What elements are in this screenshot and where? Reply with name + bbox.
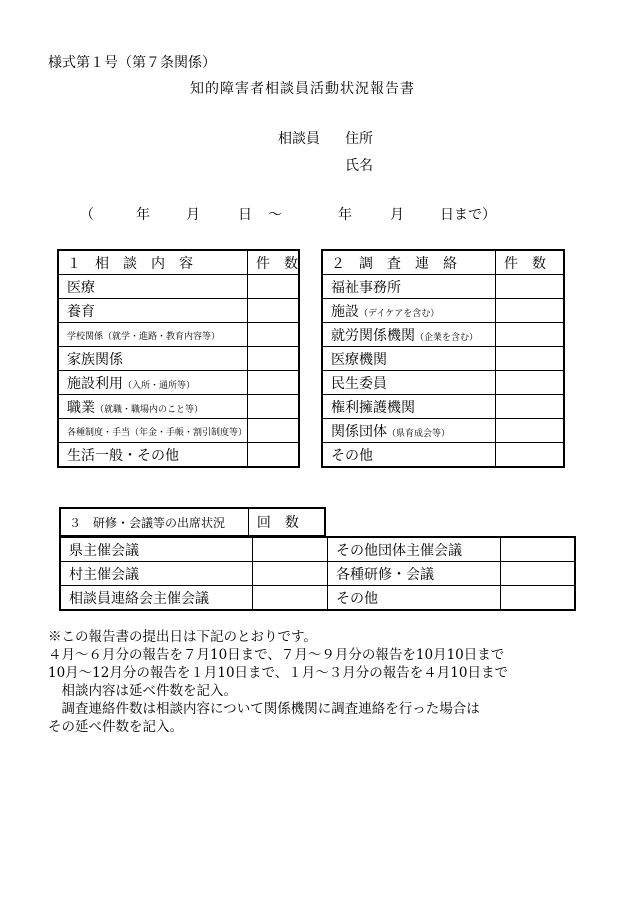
count-cell[interactable]	[248, 299, 300, 323]
count-cell[interactable]	[496, 395, 565, 419]
count-cell[interactable]	[248, 275, 300, 299]
count-cell[interactable]	[496, 275, 565, 299]
table-row	[322, 323, 564, 347]
table-row	[322, 395, 564, 419]
row-label: 村主催会議	[60, 562, 253, 586]
row-label: 家族関係	[67, 351, 123, 368]
row-note: （デイケアを含む）	[359, 308, 440, 319]
name-label: 氏名	[345, 158, 373, 174]
table-row	[322, 347, 564, 371]
row-label: 県主催会議	[60, 537, 253, 562]
count-cell[interactable]	[501, 586, 576, 611]
period-month-start: 月	[186, 207, 200, 223]
row-label: その他	[331, 447, 373, 464]
count-cell[interactable]	[496, 347, 565, 371]
count-header: 件 数	[496, 250, 565, 275]
row-label: 民生委員	[331, 375, 387, 392]
table-row	[58, 347, 299, 371]
count-cell[interactable]	[248, 323, 300, 347]
table-row	[58, 299, 299, 323]
table-row	[58, 275, 299, 299]
row-label: 各種制度・手当	[67, 427, 131, 438]
count-cell[interactable]	[248, 371, 300, 395]
count-cell[interactable]	[253, 537, 328, 562]
table-row	[322, 299, 564, 323]
count-cell[interactable]	[496, 419, 565, 443]
period-day-start: 日	[238, 207, 252, 223]
table-row	[322, 371, 564, 395]
table-header-row	[58, 250, 299, 275]
row-label: 施設利用	[67, 375, 123, 392]
notes	[48, 628, 608, 736]
reporting-period	[80, 204, 496, 224]
table-header-row	[60, 508, 325, 536]
count-cell[interactable]	[248, 419, 300, 443]
times-header: 回 数	[248, 508, 325, 536]
period-year-start: 年	[136, 207, 150, 223]
table-row	[58, 443, 299, 468]
row-label: 相談員連絡会主催会議	[60, 586, 253, 611]
note-line: ４月～６月分の報告を７月10日まで、７月～９月分の報告を10月10日まで	[48, 647, 505, 663]
count-cell[interactable]	[496, 443, 565, 468]
count-cell[interactable]	[501, 562, 576, 586]
row-note: （県育成会等）	[387, 428, 451, 439]
row-label: 生活一般・その他	[67, 447, 179, 464]
table-row	[322, 275, 564, 299]
table-row	[60, 562, 575, 586]
form-number: 様式第１号（第７条関係）	[48, 55, 216, 71]
count-cell[interactable]	[248, 443, 300, 468]
row-label: その他団体主催会議	[328, 537, 501, 562]
table-row	[60, 586, 575, 611]
page-title: 知的障害者相談員活動状況報告書	[190, 81, 415, 97]
row-note: （企業を含む）	[415, 332, 479, 343]
row-label: 関係団体	[331, 423, 387, 440]
row-label: 学校関係	[67, 331, 104, 342]
investigation-header: ２ 調 査 連 絡	[322, 250, 496, 275]
count-cell[interactable]	[496, 299, 565, 323]
table-row	[58, 323, 299, 347]
consultation-header: １ 相 談 内 容	[58, 250, 248, 275]
row-label: 医療機関	[331, 351, 387, 368]
meeting-table-header	[59, 507, 326, 537]
row-label: 各種研修・会議	[328, 562, 501, 586]
row-label: 施設	[331, 303, 359, 320]
period-until: 日まで）	[440, 207, 496, 223]
note-line: 相談内容は延べ件数を記入。	[48, 683, 237, 699]
count-cell[interactable]	[496, 371, 565, 395]
row-label: 職業	[67, 399, 95, 416]
table-row	[58, 395, 299, 419]
row-label: 就労関係機関	[331, 327, 415, 344]
consultation-table	[57, 249, 300, 468]
meeting-header: ３ 研修・会議等の出席状況	[60, 508, 248, 536]
table-row	[58, 371, 299, 395]
count-cell[interactable]	[496, 323, 565, 347]
period-tilde: ～	[268, 207, 282, 223]
count-cell[interactable]	[248, 347, 300, 371]
row-note: （入所・通所等）	[123, 380, 196, 391]
note-line: 10月～12月分の報告を１月10日まで、１月～３月分の報告を４月10日まで	[48, 665, 508, 681]
table-row	[322, 419, 564, 443]
row-note: （就職・職場内のこと等）	[95, 404, 204, 415]
count-cell[interactable]	[253, 562, 328, 586]
table-row	[60, 537, 575, 562]
meeting-table	[59, 536, 576, 611]
count-cell[interactable]	[253, 586, 328, 611]
address-label: 住所	[345, 131, 373, 147]
note-line: その延べ件数を記入。	[48, 719, 183, 735]
table-row	[58, 419, 299, 443]
period-year-end: 年	[338, 207, 352, 223]
note-line: 調査連絡件数は相談内容について関係機関に調査連絡を行った場合は	[48, 701, 480, 717]
row-label: 医療	[67, 279, 95, 296]
investigation-table	[321, 249, 565, 468]
table-row	[322, 443, 564, 468]
count-cell[interactable]	[501, 537, 576, 562]
row-label: 福祉事務所	[331, 279, 401, 296]
row-note: （年金・手帳・割引制度等）	[130, 427, 248, 438]
period-month-end: 月	[390, 207, 404, 223]
period-open: （	[80, 207, 94, 223]
row-note: （就学・進路・教育内容等）	[103, 331, 221, 342]
note-line: ※この報告書の提出日は下記のとおりです。	[48, 629, 317, 645]
row-label: 権利擁護機関	[331, 399, 415, 416]
row-label: 養育	[67, 303, 95, 320]
row-label: その他	[328, 586, 501, 611]
table-header-row	[322, 250, 564, 275]
count-header: 件 数	[248, 250, 300, 275]
count-cell[interactable]	[248, 395, 300, 419]
officer-label: 相談員	[278, 131, 320, 147]
